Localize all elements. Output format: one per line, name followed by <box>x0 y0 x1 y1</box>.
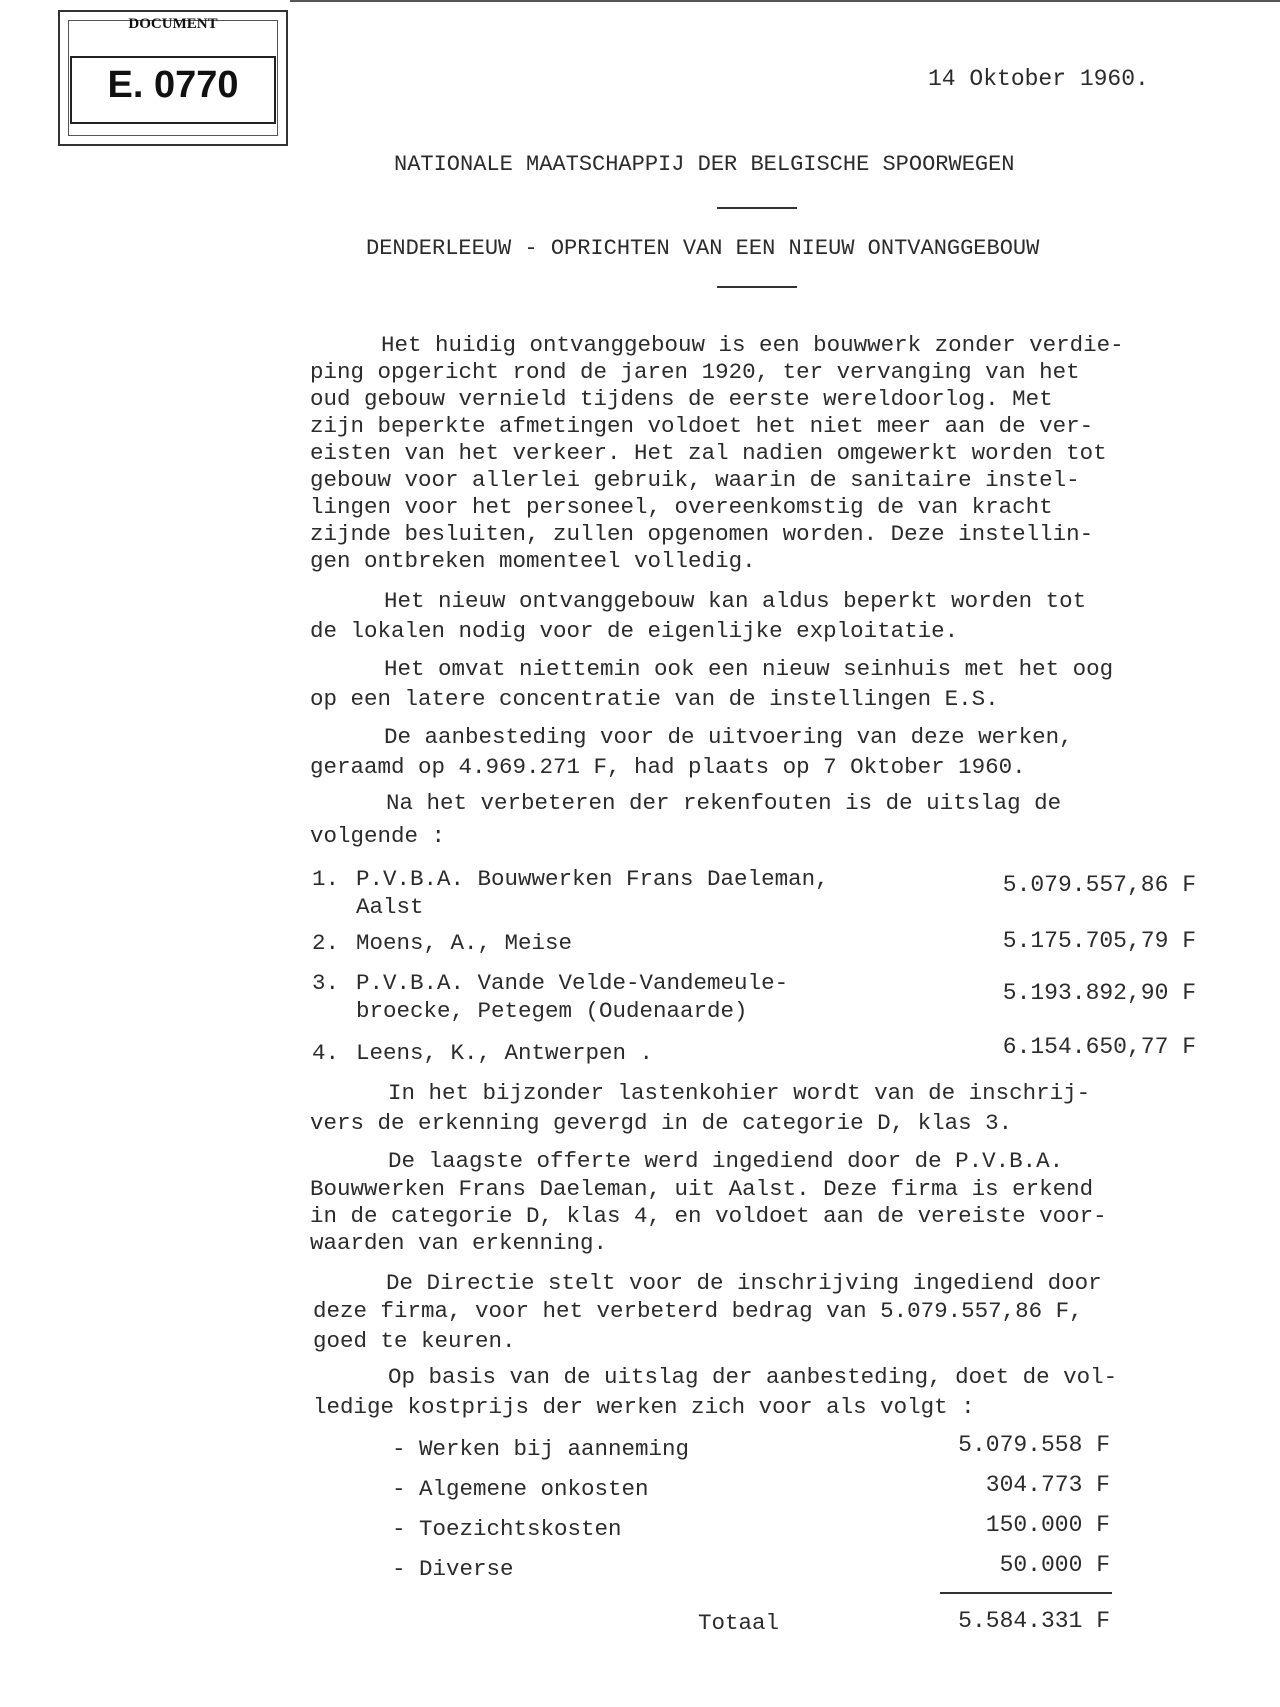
paragraph-line: eisten van het verkeer. Het zal nadien omgewerkt worden tot <box>310 440 1107 466</box>
stamp-code-box <box>70 56 276 124</box>
bid-amount: 5.175.705,79 F <box>1002 928 1196 954</box>
paragraph-line: zijn beperkte afmetingen voldoet het niet meer aan de ver- <box>310 413 1094 439</box>
paragraph-line: Op basis van de uitslag der aanbesteding, doet de vol- <box>388 1364 1118 1390</box>
paragraph-line: Bouwwerken Frans Daeleman, uit Aalst. Deze firma is erkend <box>310 1176 1094 1202</box>
heading-divider <box>717 207 797 209</box>
paragraph-line: Het nieuw ontvanggebouw kan aldus beperkt worden tot <box>384 588 1087 614</box>
document-date: 14 Oktober 1960. <box>928 66 1149 92</box>
paragraph-line: De aanbesteding voor de uitvoering van deze werken, <box>384 724 1073 750</box>
paragraph-line: lingen voor het personeel, overeenkomstig de van kracht <box>310 494 1053 520</box>
bid-name: P.V.B.A. Bouwwerken Frans Daeleman, <box>356 866 829 892</box>
paragraph-line: gen ontbreken momenteel volledig. <box>310 548 756 574</box>
cost-amount: 150.000 F <box>985 1512 1110 1538</box>
cost-amount: 5.079.558 F <box>958 1432 1110 1458</box>
paragraph-line: ledige kostprijs der werken zich voor als volgt : <box>313 1394 975 1420</box>
bid-number: 2. <box>312 930 340 956</box>
bid-number: 1. <box>312 866 340 892</box>
bid-amount: 5.193.892,90 F <box>1002 980 1196 1006</box>
paragraph-line: goed te keuren. <box>313 1328 516 1354</box>
document-heading: NATIONALE MAATSCHAPPIJ DER BELGISCHE SPOORWEGEN <box>394 152 1015 177</box>
paragraph-line: gebouw voor allerlei gebruik, waarin de sanitaire instel- <box>310 467 1080 493</box>
paragraph-line: oud gebouw vernield tijdens de eerste wereldoorlog. Met <box>310 386 1053 412</box>
document-subheading: DENDERLEEUW - OPRICHTEN VAN EEN NIEUW ONTVANGGEBOUW <box>366 236 1040 261</box>
stamp-label: DOCUMENT <box>128 16 218 32</box>
total-amount: 5.584.331 F <box>958 1608 1110 1634</box>
bid-amount: 6.154.650,77 F <box>1002 1034 1196 1060</box>
stamp-code: E. 0770 <box>107 64 239 106</box>
cost-label: - Diverse <box>392 1556 514 1582</box>
cost-label: - Toezichtskosten <box>392 1516 622 1542</box>
bid-amount: 5.079.557,86 F <box>1002 872 1196 898</box>
bid-name: P.V.B.A. Vande Velde-Vandemeule- <box>356 970 789 996</box>
paragraph-line: geraamd op 4.969.271 F, had plaats op 7 Oktober 1960. <box>310 754 1026 780</box>
total-rule <box>940 1592 1112 1594</box>
paragraph-line: ping opgericht rond de jaren 1920, ter vervanging van het <box>310 359 1080 385</box>
cost-label: - Algemene onkosten <box>392 1476 649 1502</box>
cost-amount: 50.000 F <box>999 1552 1110 1578</box>
paragraph-line: Na het verbeteren der rekenfouten is de uitslag de <box>386 790 1062 816</box>
bid-name: Leens, K., Antwerpen . <box>356 1040 654 1066</box>
paragraph-line: Het omvat niettemin ook een nieuw seinhuis met het oog <box>384 656 1114 682</box>
bid-name: Aalst <box>356 894 424 920</box>
total-label: Totaal <box>698 1610 780 1636</box>
paragraph-line: vers de erkenning gevergd in de categorie D, klas 3. <box>310 1110 1013 1136</box>
document-stamp <box>58 10 288 146</box>
cost-label: - Werken bij aanneming <box>392 1436 690 1462</box>
bid-name: Moens, A., Meise <box>356 930 573 956</box>
bid-name: broecke, Petegem (Oudenaarde) <box>356 998 748 1024</box>
subheading-divider <box>717 286 797 288</box>
paragraph-line: De Directie stelt voor de inschrijving ingediend door <box>386 1270 1102 1296</box>
paragraph-line: De laagste offerte werd ingediend door de P.V.B.A. <box>388 1148 1064 1174</box>
paragraph-line: zijnde besluiten, zullen opgenomen worden. Deze instellin- <box>310 521 1094 547</box>
cost-amount: 304.773 F <box>985 1472 1110 1498</box>
paragraph-line: volgende : <box>310 823 446 849</box>
bid-number: 3. <box>312 970 340 996</box>
paragraph-line: In het bijzonder lastenkohier wordt van de inschrij- <box>388 1080 1091 1106</box>
bid-number: 4. <box>312 1040 340 1066</box>
paragraph-line: in de categorie D, klas 4, en voldoet aan de vereiste voor- <box>310 1203 1107 1229</box>
paragraph-line: deze firma, voor het verbeterd bedrag van 5.079.557,86 F, <box>313 1298 1083 1324</box>
paragraph-line: waarden van erkenning. <box>310 1230 608 1256</box>
paragraph-line: op een latere concentratie van de instellingen E.S. <box>310 686 999 712</box>
paragraph-line: de lokalen nodig voor de eigenlijke exploitatie. <box>310 618 959 644</box>
page-top-border <box>290 0 1280 2</box>
paragraph-line: Het huidig ontvanggebouw is een bouwwerk zonder verdie- <box>381 332 1124 358</box>
